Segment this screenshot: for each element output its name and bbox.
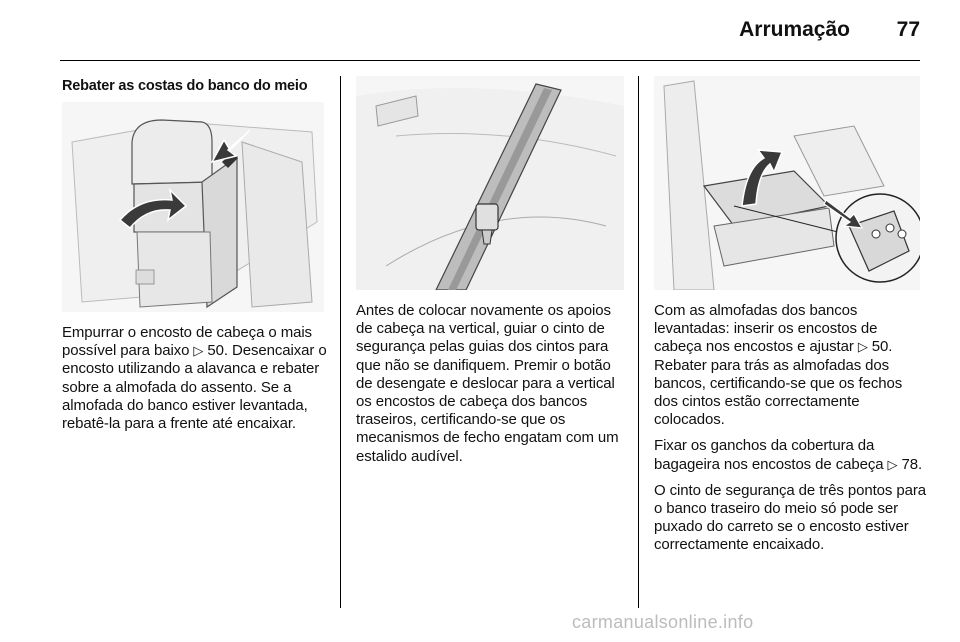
header-rule bbox=[60, 60, 920, 61]
page-number: 77 bbox=[896, 18, 920, 41]
column1-ref-page: 50. bbox=[207, 342, 228, 360]
column3-body bbox=[654, 302, 926, 563]
column3-p3: O cinto de segurança de três pontos para o banco traseiro do meio só pode ser puxado do carreto se o encosto estiver correctamente encaixado. bbox=[654, 481, 927, 554]
column3-p1-after-ref: Rebater para trás as almofadas dos bancos, certificando-se que os fechos dos cintos estão correctamente colocados. bbox=[654, 356, 903, 429]
column2-text: Antes de colocar novamente os apoios de cabeça na vertical, guiar o cinto de segurança pelas guias dos cintos para que não se danifiquem. Premir o botão de desengate e deslocar para a vertical os encostos de cabeça dos bancos traseiros, certificando-se que os mecanismos de fecho engatam com um estalido audível. bbox=[356, 302, 619, 465]
column1-text-before-ref: Empurrar o encosto de cabeça o mais possível para baixo bbox=[62, 324, 312, 360]
column-divider-1 bbox=[340, 76, 341, 608]
cross-reference-triangle-icon: ▷ bbox=[193, 343, 204, 359]
cross-reference-triangle-icon: ▷ bbox=[857, 339, 868, 355]
column2-body bbox=[356, 302, 628, 474]
middle-seat-backrest-fold-illustration bbox=[62, 102, 324, 312]
column3-p2-ref: 78. bbox=[901, 455, 923, 473]
cross-reference-triangle-icon: ▷ bbox=[887, 456, 898, 472]
column3-p1-before-ref: Com as almofadas dos bancos levantadas: inserir os encostos de cabeça nos encostos e ajustar bbox=[654, 302, 878, 356]
seat-belt-guide-illustration bbox=[356, 76, 624, 290]
column1-body bbox=[62, 324, 330, 441]
page-title: Arrumação bbox=[739, 18, 850, 41]
column-divider-2 bbox=[638, 76, 639, 608]
column3-p2-before-ref: Fixar os ganchos da cobertura da bagageira nos encostos de cabeça bbox=[654, 437, 884, 473]
cargo-cover-hook-illustration bbox=[654, 76, 920, 290]
column3-p1-ref: 50. bbox=[871, 338, 893, 356]
section-heading: Rebater as costas do banco do meio bbox=[62, 78, 308, 94]
column1-text-after-ref: Desencaixar o encosto utilizando a alavanca e rebater sobre a almofada do assento. Se a almofada do banco estiver levantada, rebatê-la para a frente até encaixar. bbox=[62, 342, 327, 433]
watermark: carmanualsonline.info bbox=[572, 612, 754, 632]
